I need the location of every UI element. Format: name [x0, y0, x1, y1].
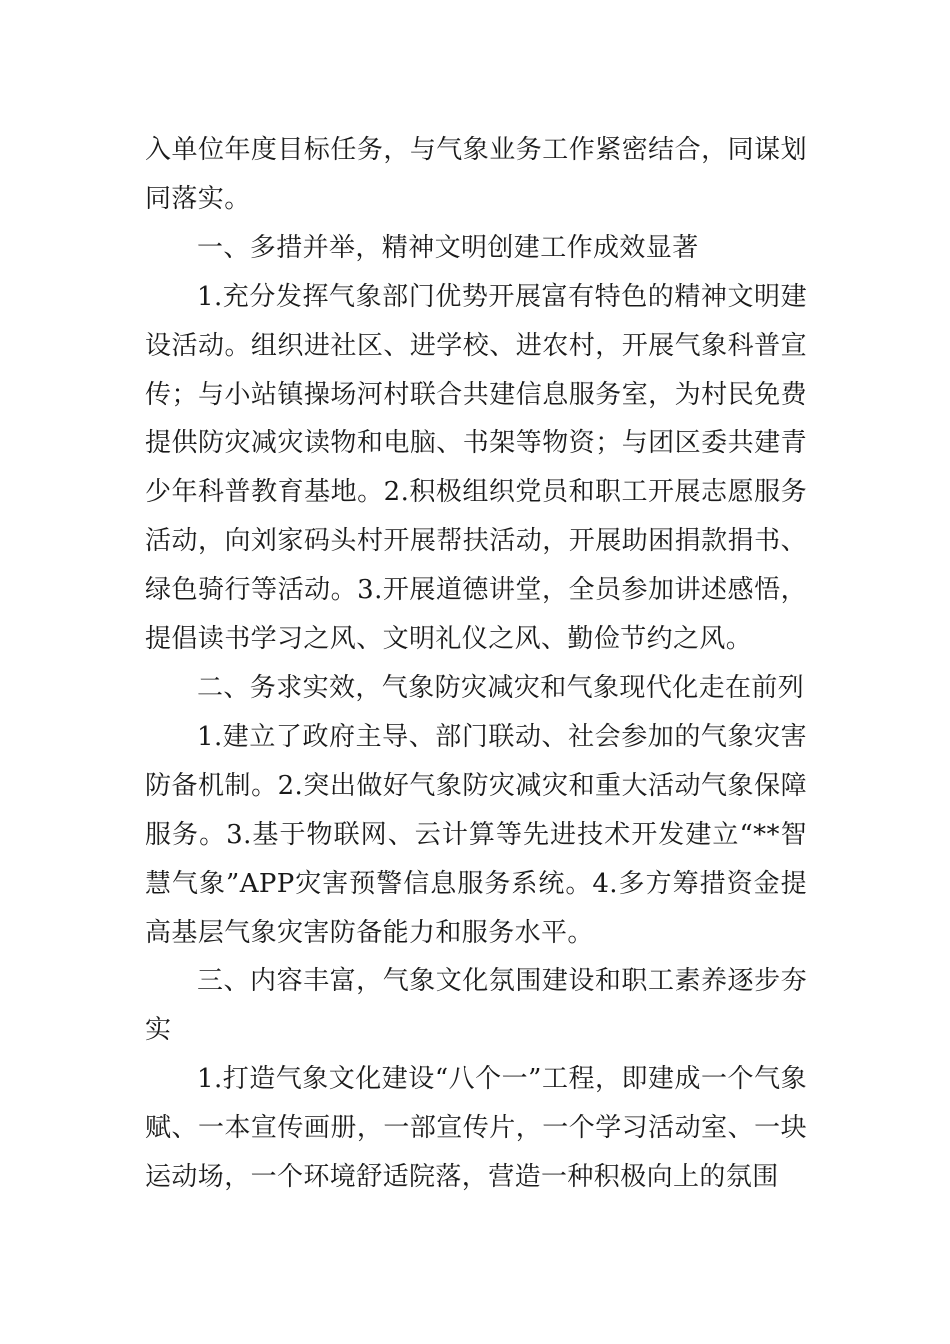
body-paragraph-3: 1.打造气象文化建设“八个一”工程，即建成一个气象赋、一本宣传画册，一部宣传片，一个学习活动室、一块运动场，一个环境舒适院落，营造一种积极向上的氛围 [145, 1064, 807, 1193]
body-paragraph-1: 1.充分发挥气象部门优势开展富有特色的精神文明建设活动。组织进社区、进学校、进农村，开展气象科普宣传；与小站镇操场河村联合共建信息服务室，为村民免费提供防灾减灾读物和电脑、书架等物资；与团区委共建青少年科普教育基地。2.积极组织党员和职工开展志愿服务活动，向刘家码头村开展帮扶活动，开展助困捐款捐书、绿色骑行等活动。3.开展道德讲堂，全员参加讲述感悟，提倡读书学习之风、文明礼仪之风、勤俭节约之风。 [145, 281, 807, 655]
body-paragraph-2: 1.建立了政府主导、部门联动、社会参加的气象灾害防备机制。2.突出做好气象防灾减灾和重大活动气象保障服务。3.基于物联网、云计算等先进技术开发建立“**智慧气象”APP灾害预警信息服务系统。4.多方筹措资金提高基层气象灾害防备能力和服务水平。 [145, 721, 807, 948]
body-paragraph-continued: 入单位年度目标任务，与气象业务工作紧密结合，同谋划同落实。 [145, 135, 807, 214]
document-page [145, 126, 807, 1202]
section-heading-1: 一、多措并举，精神文明创建工作成效显著 [197, 232, 699, 263]
section-heading-2: 二、务求实效，气象防灾减灾和气象现代化走在前列 [197, 672, 805, 703]
section-heading-3: 三、内容丰富，气象文化氛围建设和职工素养逐步夯实 [145, 966, 807, 1046]
